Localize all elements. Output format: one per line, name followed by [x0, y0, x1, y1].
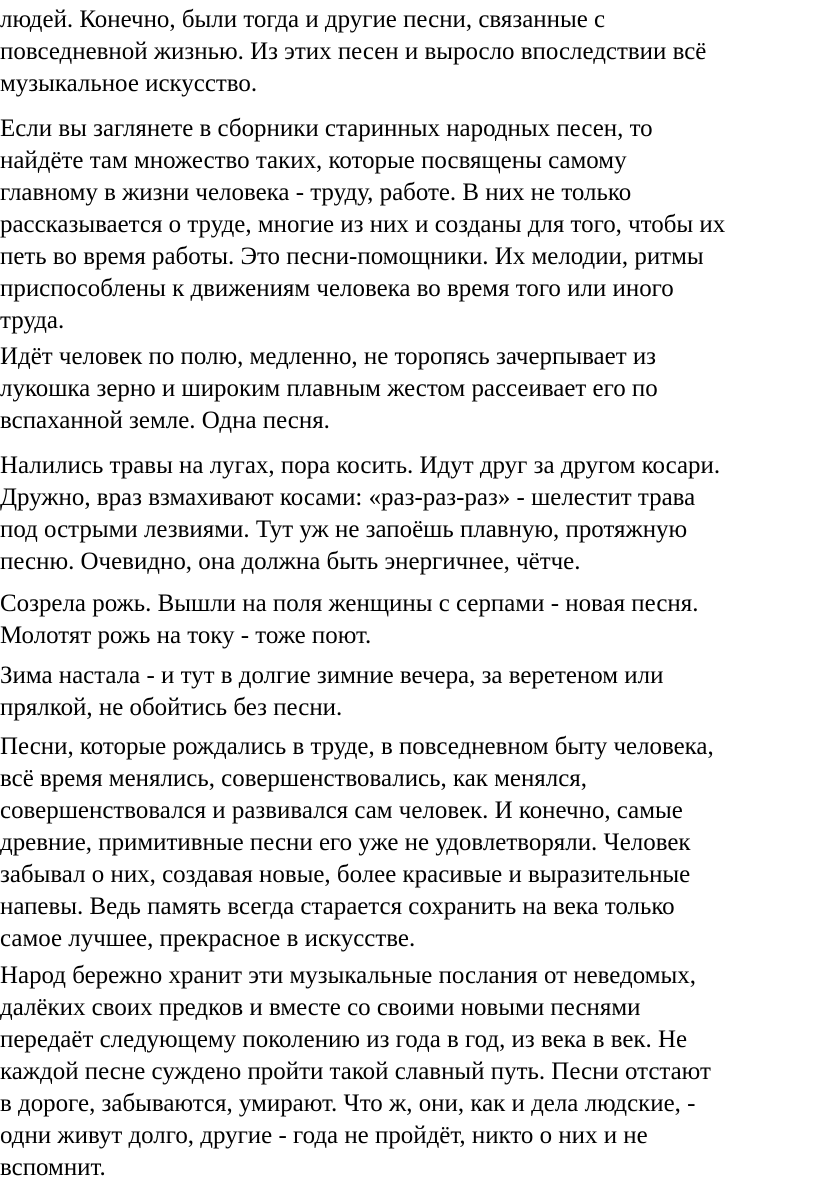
text-line: всё время менялись, совершенствовались, как менялся,: [0, 765, 587, 792]
text-line: найдёте там множество таких, которые посвящены самому: [0, 147, 627, 174]
text-line: песню. Очевидно, она должна быть энергичнее, чётче.: [0, 548, 581, 575]
text-line: Зима настала - и тут в долгие зимние вечера, за веретеном или: [0, 662, 664, 689]
text-line: Песни, которые рождались в труде, в повседневном быту человека,: [0, 733, 714, 760]
text-line: передаёт следующему поколению из года в год, из века в век. Не: [0, 1026, 688, 1053]
text-line: самое лучшее, прекрасное в искусстве.: [0, 925, 416, 952]
text-line: под острыми лезвиями. Тут уж не запоёшь плавную, протяжную: [0, 516, 688, 543]
text-line: в дороге, забываются, умирают. Что ж, они, как и дела людские, -: [0, 1090, 696, 1117]
text-line: вспомнит.: [0, 1154, 106, 1181]
text-line: Дружно, враз взмахивают косами: «раз-раз-раз» - шелестит трава: [0, 484, 696, 511]
paragraph: [0, 731, 816, 955]
text-line: древние, примитивные песни его уже не удовлетворяли. Человек: [0, 829, 691, 856]
text-line: совершенствовался и развивался сам человек. И конечно, самые: [0, 797, 683, 824]
text-line: далёких своих предков и вместе со своими новыми песнями: [0, 994, 641, 1021]
text-line: петь во время работы. Это песни-помощники. Их мелодии, ритмы: [0, 243, 704, 270]
paragraph: [0, 660, 816, 724]
text-line: труда.: [0, 307, 65, 334]
text-line: Налились травы на лугах, пора косить. Идут друг за другом косари.: [0, 452, 721, 479]
text-line: музыкальное искусство.: [0, 70, 258, 97]
paragraph: [0, 588, 816, 652]
text-line: напевы. Ведь память всегда старается сохранить на века только: [0, 893, 675, 920]
paragraph: [0, 113, 816, 337]
text-line: повседневной жизнью. Из этих песен и выросло впоследствии всё: [0, 38, 707, 65]
text-line: людей. Конечно, были тогда и другие песни, связанные с: [0, 6, 606, 33]
text-line: Народ бережно хранит эти музыкальные послания от неведомых,: [0, 962, 696, 989]
text-line: вспаханной земле. Одна песня.: [0, 407, 330, 434]
text-line: каждой песне суждено пройти такой славный путь. Песни отстают: [0, 1058, 711, 1085]
paragraph: [0, 450, 816, 578]
text-line: рассказывается о труде, многие из них и созданы для того, чтобы их: [0, 211, 726, 238]
text-line: главному в жизни человека - труду, работе. В них не только: [0, 179, 632, 206]
paragraph: [0, 341, 816, 437]
text-line: лукошка зерно и широким плавным жестом рассеивает его по: [0, 375, 658, 402]
text-line: Если вы заглянете в сборники старинных народных песен, то: [0, 115, 653, 142]
paragraph: [0, 960, 816, 1184]
text-line: забывал о них, создавая новые, более красивые и выразительные: [0, 861, 691, 888]
text-line: прялкой, не обойтись без песни.: [0, 694, 343, 721]
text-line: Молотят рожь на току - тоже поют.: [0, 622, 372, 649]
text-line: Созрела рожь. Вышли на поля женщины с серпами - новая песня.: [0, 590, 699, 617]
text-line: приспособлены к движениям человека во время того или иного: [0, 275, 674, 302]
text-line: Идёт человек по полю, медленно, не торопясь зачерпывает из: [0, 343, 657, 370]
text-line: одни живут долго, другие - года не пройдёт, никто о них и не: [0, 1122, 648, 1149]
paragraph: [0, 4, 816, 100]
